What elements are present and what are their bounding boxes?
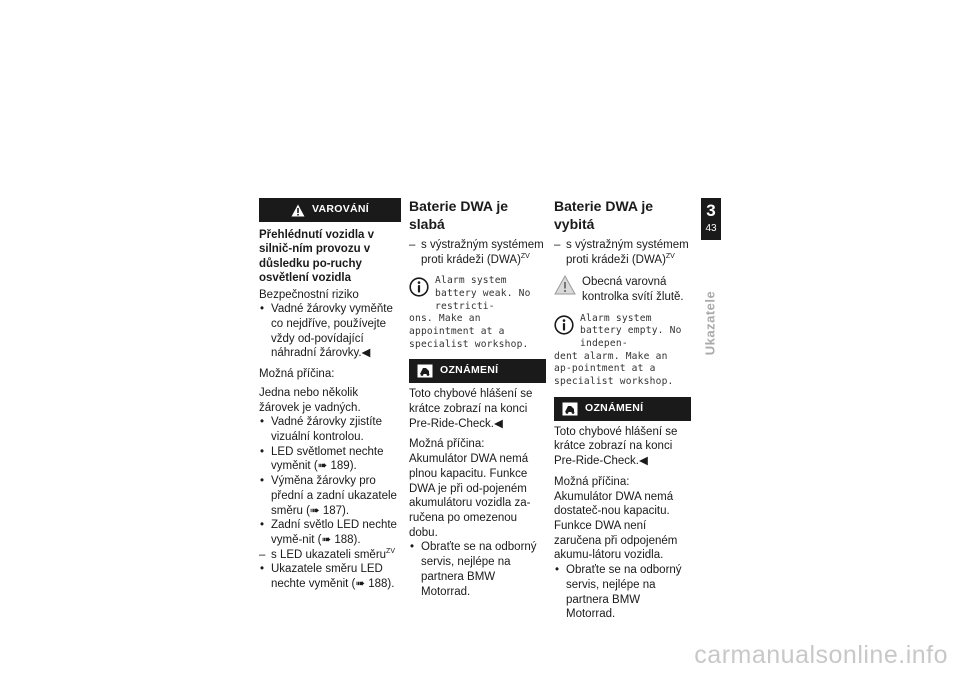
- chapter-tab: [701, 198, 721, 240]
- info-icon: [409, 277, 431, 302]
- notice-banner: [554, 397, 691, 421]
- warning-light-icon: [554, 275, 578, 300]
- list-item: • Zadní světlo LED nechte vymě-nit (➠ 188).: [259, 518, 401, 547]
- list-item: • Obraťte se na odborný servis, nejlépe na partnera BMW Motorrad.: [409, 540, 546, 599]
- warning-column: [259, 198, 401, 592]
- notice-icon: [562, 402, 578, 416]
- display-message-text: Alarm system battery empty. No indepen-: [580, 312, 682, 349]
- list-item: • Výměna žárovky pro přední a zadní ukazatele směru (➠ 187).: [259, 474, 401, 518]
- action-list: [554, 563, 691, 622]
- notice-icon: [417, 364, 433, 378]
- section-title: Baterie DWA je vybitá: [554, 198, 654, 232]
- cause-text: Jedna nebo několik žárovek je vadných.: [259, 386, 361, 414]
- warning-banner: [259, 198, 401, 222]
- page-ref-link[interactable]: 188: [368, 578, 388, 591]
- cause-label: Možná příčina:: [259, 368, 335, 381]
- warning-label: VAROVÁNÍ: [311, 203, 370, 216]
- equipment-note: [554, 238, 691, 267]
- notice-label: OZNÁMENÍ: [585, 401, 644, 414]
- list-item: • Ukazatele směru LED nechte vyměnit (➠ 188).: [259, 562, 401, 591]
- risk-text: Bezpečnostní riziko: [259, 288, 359, 301]
- warning-light-text: Obecná varovná kontrolka svítí žlutě.: [582, 276, 684, 303]
- cause-label: Možná příčina:: [554, 475, 630, 488]
- display-message-text-cont: ons. Make an appointment at a specialist workshop.: [409, 313, 529, 350]
- page-ref-link[interactable]: 189: [330, 460, 350, 473]
- list-item: • Obraťte se na odborný servis, nejlépe na partnera BMW Motorrad.: [554, 563, 691, 622]
- arrow-icon: ➠: [317, 460, 328, 473]
- warning-triangle-icon: [291, 204, 305, 217]
- cause-label: Možná příčina:: [409, 438, 485, 451]
- notice-label: OZNÁMENÍ: [440, 364, 499, 377]
- equipment-note: [409, 238, 546, 267]
- action-list: [409, 540, 546, 599]
- page-number: 43: [705, 223, 717, 234]
- warning-bullets: [259, 302, 401, 361]
- section-title: Baterie DWA je slabá: [409, 198, 509, 232]
- battery-weak-section: [409, 198, 546, 599]
- warning-heading: Přehlédnutí vozidla v silnič-ním provozu v důsledku po-ruchy osvětlení vozidla: [259, 229, 375, 285]
- cause-text: Akumulátor DWA nemá dostateč-nou kapacitu. Funkce DWA není zaručena při odpojeném akumu-látoru vozidla.: [554, 490, 678, 562]
- watermark: carmanualsonline.info: [694, 641, 948, 669]
- display-message-text-cont: dent alarm. Make an ap-pointment at a specialist workshop.: [554, 350, 674, 387]
- arrow-icon: ➠: [309, 504, 320, 517]
- list-item: – s výstražným systémem proti krádeži (DWA)$^{ZV}$: [554, 238, 691, 267]
- cause-text: Akumulátor DWA nemá plnou kapacitu. Funkce DWA je při od-pojeném akumulátoru vozidla za-ručena po omezenou dobu.: [409, 453, 531, 539]
- list-item: – s výstražným systémem proti krádeži (DWA)$^{ZV}$: [409, 238, 546, 267]
- chapter-side-label: Ukazatele: [702, 290, 718, 356]
- arrow-icon: ➠: [355, 578, 366, 591]
- arrow-icon: ➠: [321, 534, 332, 546]
- notice-text: Toto chybové hlášení se krátce zobrazí na konci Pre-Ride-Check.◀: [409, 388, 533, 430]
- list-item: • Vadné žárovky vyměňte co nejdříve, používejte vždy od-povídající náhradní žárovky.◀: [259, 302, 401, 361]
- display-message-text: Alarm system battery weak. No restricti-: [435, 275, 531, 312]
- display-message: [409, 275, 546, 313]
- info-icon: [554, 315, 576, 340]
- list-item: • Vadné žárovky zjistíte vizuální kontrolou.: [259, 415, 401, 444]
- display-message: [554, 313, 691, 351]
- list-item: – s LED ukazateli směru$^{ZV}$: [259, 548, 401, 563]
- page-ref-link[interactable]: 188: [334, 534, 354, 546]
- notice-text: Toto chybové hlášení se krátce zobrazí na konci Pre-Ride-Check.◀: [554, 425, 678, 468]
- action-list: [259, 415, 401, 592]
- warning-light-note: [554, 275, 691, 304]
- notice-banner: [409, 359, 546, 383]
- chapter-number: 3: [706, 201, 716, 220]
- page-ref-link[interactable]: 187: [322, 504, 343, 517]
- list-item: • LED světlomet nechte vyměnit (➠ 189).: [259, 445, 401, 474]
- battery-empty-section: [554, 198, 691, 622]
